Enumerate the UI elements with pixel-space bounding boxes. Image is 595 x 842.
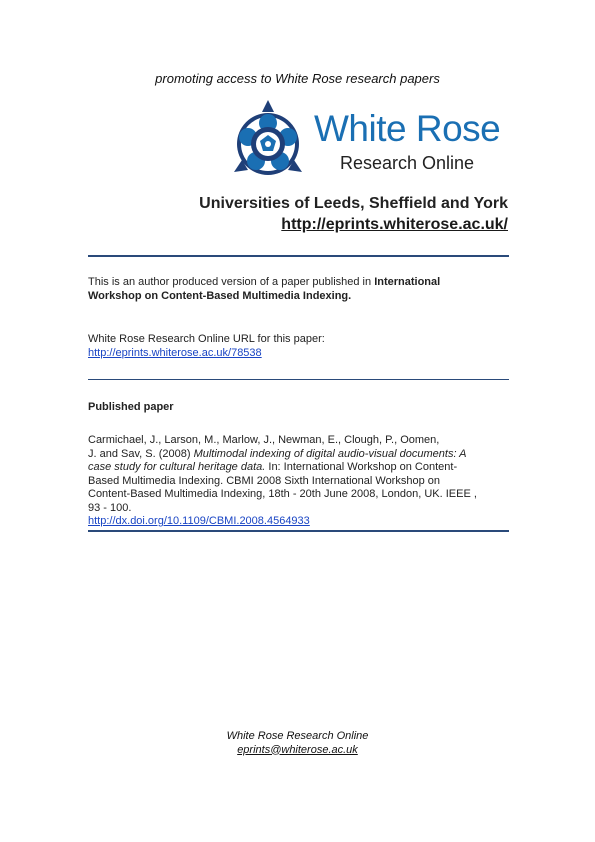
intro-paragraph [88, 276, 513, 303]
intro-text: This is an author produced version of a paper published in [88, 276, 375, 288]
record-url-label: White Rose Research Online URL for this paper: [88, 333, 325, 345]
tagline: promoting access to White Rose research papers [155, 71, 440, 86]
divider [88, 379, 509, 380]
white-rose-logo [232, 100, 522, 184]
divider [88, 530, 509, 532]
divider [88, 255, 509, 257]
record-url-link[interactable]: http://eprints.whiterose.ac.uk/78538 [88, 346, 262, 359]
institution-url-link[interactable]: http://eprints.whiterose.ac.uk/ [281, 216, 508, 233]
footer-email-link[interactable]: eprints@whiterose.ac.uk [237, 743, 358, 756]
venue-name-line2: Workshop on Content-Based Multimedia Indexing. [88, 289, 352, 302]
white-rose-emblem-icon [232, 100, 304, 180]
paper-title: Multimodal indexing of digital audio-visual documents: A [193, 447, 467, 460]
logo-subtitle: Research Online [340, 153, 475, 173]
institution-name: Universities of Leeds, Sheffield and York [199, 195, 508, 212]
citation-line: In: International Workshop on Content- [265, 461, 458, 473]
citation-line: J. and Sav, S. (2008) [88, 447, 194, 460]
citation-line: Content-Based Multimedia Indexing, 18th - 20th June 2008, London, UK. IEEE , [88, 488, 477, 500]
published-paper-heading: Published paper [88, 401, 174, 413]
footer [0, 730, 595, 757]
footer-name: White Rose Research Online [226, 730, 369, 742]
paper-title: case study for cultural heritage data. [88, 461, 266, 473]
venue-name-line1: International [374, 276, 441, 288]
record-url-block [88, 333, 513, 360]
citation-line: 93 - 100. [88, 501, 132, 514]
doi-link[interactable]: http://dx.doi.org/10.1109/CBMI.2008.4564933 [88, 515, 310, 527]
citation-line: Carmichael, J., Larson, M., Marlow, J., Newman, E., Clough, P., Oomen, [88, 434, 440, 446]
citation [88, 434, 513, 529]
citation-line: Based Multimedia Indexing. CBMI 2008 Sixth International Workshop on [88, 474, 440, 487]
logo-title: White Rose [314, 108, 501, 149]
